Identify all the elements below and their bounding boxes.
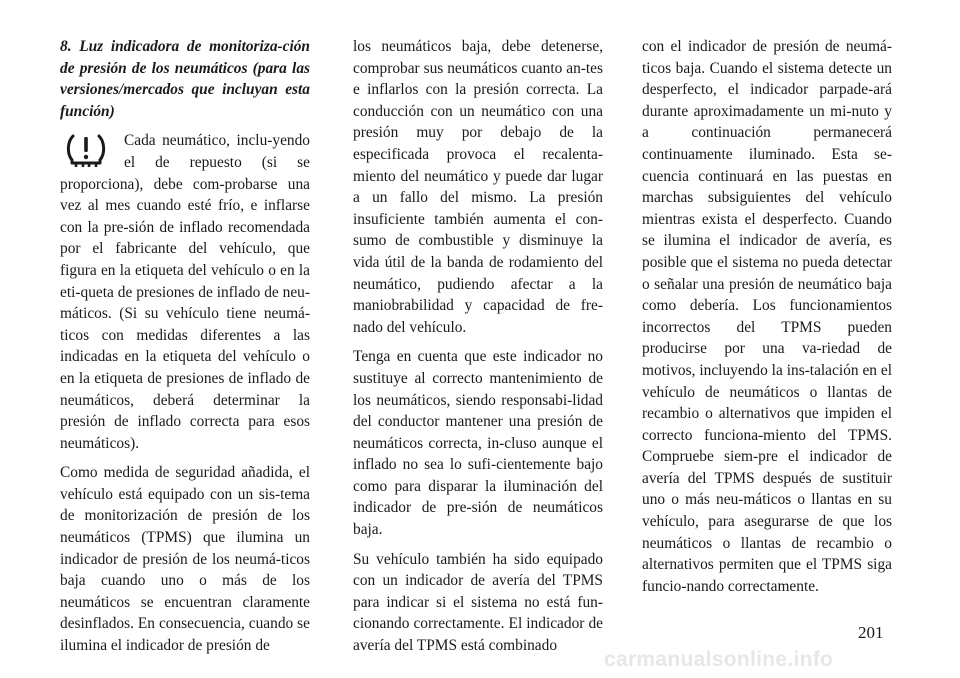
text-column-1: [60, 36, 310, 665]
text-column-2: [353, 36, 603, 665]
body-paragraph: con el indicador de presión de neumá-ticos baja. Cuando el sistema detecte un desperfecto, el indicador parpade-ará durante aproximadamente un mi-nuto y a continuación permanecerá continuamente iluminado. Esta se-cuencia continuará en las puestas en marchas subsiguientes del vehículo mientras exista el desperfecto. Cuando se ilumina el indicador de avería, es posible que el sistema no pueda detectar o señalar una presión de neumático baja como debería. Los funcionamientos incorrectos del TPMS pueden producirse por una va-riedad de motivos, incluyendo la ins-talación en el vehículo de neumáticos o llantas de recambio o alternativos que impiden el correcto funciona-miento del TPMS. Compruebe siem-pre el indicador de avería del TPMS después de sustituir uno o más neu-máticos o llantas en su vehículo, para asegurarse de que los neumáticos o llantas de recambio o alternativos permiten que el TPMS siga funcio-nando correctamente.: [642, 38, 892, 595]
watermark-text: carmanualsonline.info: [604, 648, 834, 671]
page-number: 201: [858, 623, 884, 642]
body-paragraph: Como medida de seguridad añadida, el vehículo está equipado con un sis-tema de monitorización de presión de los neumáticos (TPMS) que ilumina un indicador de presión de los neumá-ticos baja cuando uno o más de los neumáticos se encuentran claramente desinflados. En consecuencia, cuando se ilumina el indicador de presión de: [60, 464, 310, 655]
body-paragraph: Tenga en cuenta que este indicador no sustituye al correcto mantenimiento de los neumáticos, siendo responsabi-lidad del conductor mantener una presión de neumáticos correcta, in-cluso aunque el inflado no sea lo sufi-cientemente bajo como para disparar la iluminación del indicador de pre-sión de neumáticos baja.: [353, 348, 603, 539]
text-column-3: [642, 36, 892, 605]
body-paragraph: los neumáticos baja, debe detenerse, comprobar sus neumáticos cuanto an-tes e inflarlos con la presión correcta. La conducción con un neumático con una presión muy por debajo de la especificada provoca el recalenta-miento del neumático y puede dar lugar a un fallo del mismo. La presión insuficiente también aumenta el con-sumo de combustible y disminuye la vida útil de la banda de rodamiento del neumático, pudiendo afectar a la maniobrabilidad y capacidad de fre-nado del vehículo.: [353, 38, 603, 336]
section-heading: 8. Luz indicadora de monitoriza-ción de presión de los neumáticos (para las versiones/mercados que incluyan esta función): [60, 38, 310, 120]
body-paragraph: Cada neumático, inclu-yendo el de repuesto (si se proporciona), debe com-probarse una vez al mes cuando esté frío, e inflarse con la pre-sión de inflado recomendada por el fabricante del vehículo, que figura en la etiqueta del vehículo o en la eti-queta de presiones de inflado de neu-máticos. (Si su vehículo tiene neumá-ticos con medidas diferentes a las indicadas en la etiqueta del vehículo o en la etiqueta de presiones de inflado de neumáticos, deberá determinar la presión de inflado correcta para esos neumáticos).: [60, 132, 310, 452]
tpms-warning-icon: [64, 132, 108, 170]
body-paragraph: Su vehículo también ha sido equipado con un indicador de avería del TPMS para indicar si el sistema no está fun-cionando correctamente. El indicador de avería del TPMS está combinado: [353, 550, 603, 655]
